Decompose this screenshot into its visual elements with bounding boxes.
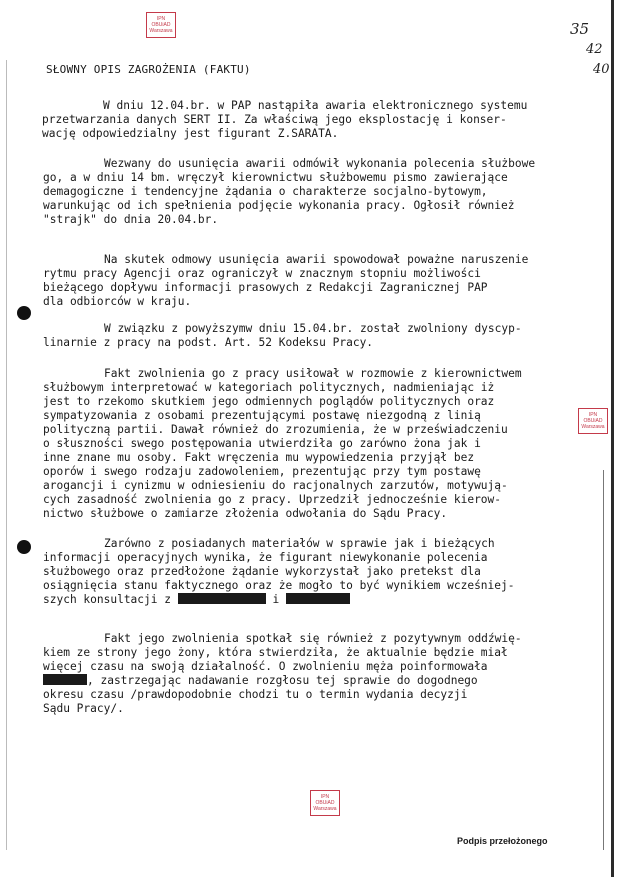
text-line: nictwo służbowe o zamiarze złożenia odwołania do Sądu Pracy. (43, 507, 448, 520)
text-line: Na skutek odmowy usunięcia awarii spowodował poważne naruszenie (104, 253, 529, 266)
text-line: więcej czasu na swoją działalność. O zwolnieniu męża poinformowała (43, 660, 488, 673)
text-line: warunkując od ich spełnienia podjęcie wykonania pracy. Ogłosił również (43, 199, 515, 212)
stamp-text: Warszawa (313, 806, 337, 812)
stamp-text: Warszawa (581, 424, 605, 430)
redaction-block (178, 593, 266, 604)
text-line (43, 674, 478, 688)
stamp-text: IPN (320, 794, 330, 800)
scan-edge-left (6, 60, 7, 850)
document-title: SŁOWNY OPIS ZAGROŻENIA (FAKTU) (46, 63, 251, 76)
stamp-text: Warszawa (149, 28, 173, 34)
text-line: go, a w dniu 14 bm. wręczył kierownictwu służbowemu pismo zawierające (43, 171, 508, 184)
text-line: osiągnięcia stanu faktycznego oraz że mogło to być wynikiem wcześniej- (43, 579, 515, 592)
text-line: oporów i swego rodzaju zadowoleniem, prezentując przy tym postawę (43, 465, 481, 478)
text-line: cych zasadność zwolnienia go z pracy. Uprzedził jednocześnie kierow- (43, 493, 502, 506)
punch-hole (17, 306, 31, 320)
text-line: wację odpowiedzialny jest figurant Z.SARATA. (42, 127, 339, 140)
stamp-text: OBUiAD (583, 418, 603, 424)
text-line: przetwarzania danych SERT II. Za właściwą jego eksplostację i konser- (42, 113, 507, 126)
text-line: okresu czasu /prawdopodobnie chodzi tu o termin wydania decyzji (43, 688, 468, 701)
text-line: informacji operacyjnych wynika, że figurant niewykonanie polecenia (43, 551, 488, 564)
text-line: inne znane mu osoby. Fakt wręczenia mu wypowiedzenia przyjął bez (43, 451, 475, 464)
stamp-text: IPN (156, 16, 166, 22)
text-fragment: i (272, 593, 280, 606)
text-line: bieżącego dopływu informacji prasowych z Redakcji Zagranicznej PAP (43, 281, 488, 294)
text-line: Fakt zwolnienia go z pracy usiłował w rozmowie z kierownictwem (104, 367, 522, 380)
text-line: Wezwany do usunięcia awarii odmówił wykonania polecenia służbowe (104, 157, 536, 170)
text-line: służbowym interpretować w kategoriach politycznych, nadmieniając iż (43, 381, 495, 394)
text-line: dla odbiorców w kraju. (43, 295, 192, 308)
punch-hole (17, 540, 31, 554)
page-number-bottom: 40 (593, 62, 610, 77)
text-line: linarnie z pracy na podst. Art. 52 Kodeksu Pracy. (43, 336, 374, 349)
text-line: Fakt jego zwolnienia spotkał się również z pozytywnym oddźwię- (104, 632, 522, 645)
text-line: Sądu Pracy/. (43, 702, 124, 715)
text-line: rytmu pracy Agencji oraz ograniczył w znacznym stopniu możliwości (43, 267, 481, 280)
archive-stamp-bottom (310, 790, 340, 816)
text-line: jest to rzekomo skutkiem jego odmiennych poglądów politycznych oraz (43, 395, 495, 408)
archive-stamp-middle (578, 408, 608, 434)
text-line: demagogiczne i tendencyjne żądania o charakterze socjalno-bytowym, (43, 185, 488, 198)
stamp-text: OBUiAD (151, 22, 171, 28)
text-line: kiem ze strony jego żony, która stwierdziła, że aktualnie będzie miał (43, 646, 508, 659)
text-line: W dniu 12.04.br. w PAP nastąpiła awaria elektronicznego systemu (103, 99, 528, 112)
text-line: sympatyzowania z osobami prezentującymi postawę niezgodną z linią (43, 409, 481, 422)
redaction-block (43, 674, 87, 685)
text-line: o słuszności swego postępowania utwierdziła go zarówno żona jak i (43, 437, 481, 450)
redaction-block (286, 593, 350, 604)
stamp-text: OBUiAD (315, 800, 335, 806)
signature-label: Podpis przełożonego (457, 836, 548, 846)
text-line: "strajk" do dnia 20.04.br. (43, 213, 219, 226)
text-line: Zarówno z posiadanych materiałów w sprawie jak i bieżących (104, 537, 495, 550)
text-line: służbowego oraz przedłożone żądanie wykorzystał jako pretekst dla (43, 565, 481, 578)
stamp-text: IPN (588, 412, 598, 418)
page-number-middle: 42 (586, 42, 603, 57)
page-number-top: 35 (570, 20, 590, 38)
text-line: arogancji i cynizmu w odniesieniu do racjonalnych zarzutów, motywują- (43, 479, 508, 492)
scan-artifact-line (603, 470, 604, 850)
text-line (43, 593, 350, 607)
text-line: polityczną partii. Dawał również do zrozumienia, że w przeświadczeniu (43, 423, 508, 436)
text-fragment: , zastrzegając nadawanie rozgłosu tej sprawie do dogodnego (87, 674, 478, 687)
scan-edge-right (611, 0, 614, 877)
text-line: W związku z powyższymw dniu 15.04.br. został zwolniony dyscyp- (104, 322, 522, 335)
archive-stamp-top (146, 12, 176, 38)
text-fragment: szych konsultacji z (43, 593, 171, 606)
